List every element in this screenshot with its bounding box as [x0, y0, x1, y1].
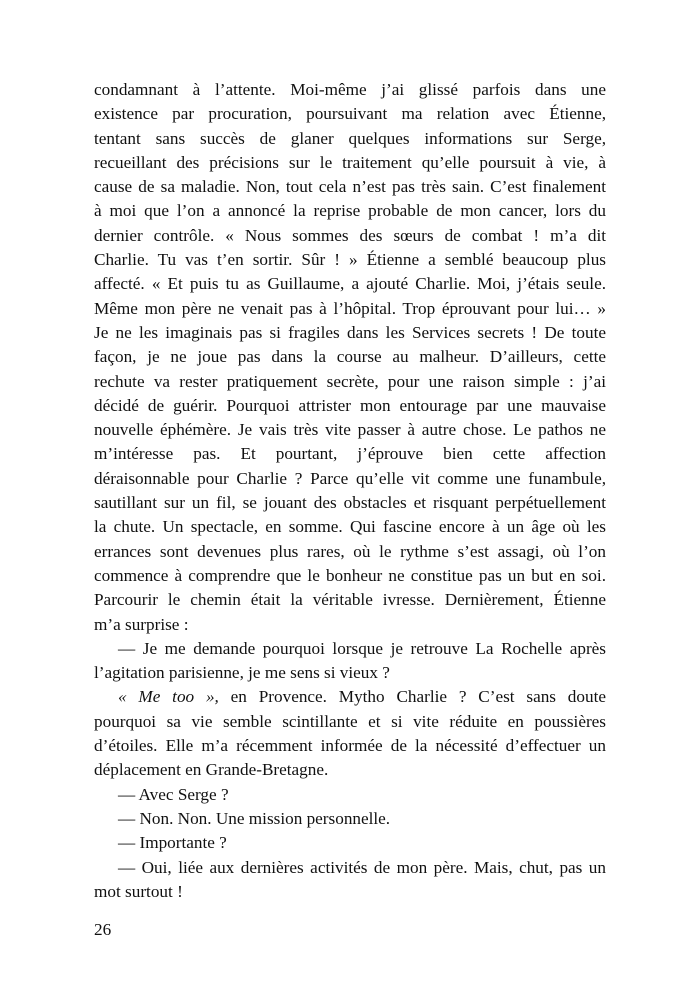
- text-line: rechute va rester pratiquement secrète, pour une raison simple : j’ai: [94, 371, 606, 391]
- dialogue-line: — Je me demande pourquoi lorsque je retrouve La Rochelle après: [118, 638, 606, 658]
- text-line: sautillant sur un fil, se jouant des obstacles et risquant perpétuellement: [94, 493, 606, 513]
- text-line: commence à comprendre que le bonheur ne constitue pas un but en soi.: [94, 565, 606, 585]
- text-line: la chute. Un spectacle, en somme. Qui fascine encore à un âge où les: [94, 517, 606, 537]
- text-line: Parcourir le chemin était la véritable ivresse. Dernièrement, Étienne: [94, 590, 606, 610]
- page-number: 26: [94, 920, 112, 939]
- text-line-with-italic: [94, 685, 606, 709]
- dialogue-line: — Avec Serge ?: [118, 784, 229, 804]
- text-line: d’étoiles. Elle m’a récemment informée de la nécessité d’effectuer un: [94, 736, 606, 756]
- text-line: déplacement en Grande-Bretagne.: [94, 760, 329, 780]
- text-line: affecté. « Et puis tu as Guillaume, a ajouté Charlie. Moi, j’étais seule.: [94, 274, 606, 294]
- text-line: dernier contrôle. « Nous sommes des sœurs de combat ! m’a dit: [94, 225, 606, 245]
- text-line: condamnant à l’attente. Moi-même j’ai glissé parfois dans une: [94, 80, 606, 99]
- text-line: décidé de guérir. Pourquoi attrister mon entourage par une mauvaise: [94, 395, 606, 415]
- text-line: m’a surprise :: [94, 614, 189, 634]
- text-line: tentant sans succès de glaner quelques informations sur Serge,: [94, 128, 606, 148]
- text-line: façon, je ne joue pas dans la course au malheur. D’ailleurs, cette: [94, 347, 606, 367]
- text-line: l’agitation parisienne, je me sens si vieux ?: [94, 663, 390, 683]
- text-line: à moi que l’on a annoncé la reprise probable de mon cancer, lors du: [94, 201, 606, 221]
- text-line: m’intéresse pas. Et pourtant, j’éprouve bien cette affection: [94, 444, 606, 464]
- text-line: cause de sa maladie. Non, tout cela n’est pas très sain. C’est finalement: [94, 177, 606, 197]
- dialogue-line: — Importante ?: [118, 833, 227, 853]
- text-line: Charlie. Tu vas t’en sortir. Sûr ! » Étienne a semblé beaucoup plus: [94, 250, 606, 270]
- italic-quote: « Me too »,: [118, 687, 219, 707]
- dialogue-line: — Non. Non. Une mission personnelle.: [118, 808, 391, 828]
- text-line: Je ne les imaginais pas si fragiles dans les Services secrets ! De toute: [94, 322, 606, 342]
- text-span: en Provence. Mytho Charlie ? C’est sans doute: [218, 687, 606, 707]
- text-line: nouvelle éphémère. Je vais très vite passer à autre chose. Le pathos ne: [94, 420, 606, 440]
- page-text: [94, 78, 606, 904]
- text-line: mot surtout !: [94, 881, 183, 901]
- text-line: recueillant des précisions sur le traitement qu’elle poursuit à vie, à: [94, 152, 606, 172]
- dialogue-line: — Oui, liée aux dernières activités de mon père. Mais, chut, pas un: [118, 857, 606, 877]
- text-line: déraisonnable pour Charlie ? Parce qu’elle vit comme une funambule,: [94, 468, 606, 488]
- text-line: Même mon père ne venait pas à l’hôpital. Trop éprouvant pour lui… »: [94, 298, 606, 318]
- text-line: pourquoi sa vie semble scintillante et si vite réduite en poussières: [94, 711, 606, 731]
- text-line: errances sont devenues plus rares, où le rythme s’est assagi, où l’on: [94, 541, 606, 561]
- text-line: existence par procuration, poursuivant ma relation avec Étienne,: [94, 104, 606, 124]
